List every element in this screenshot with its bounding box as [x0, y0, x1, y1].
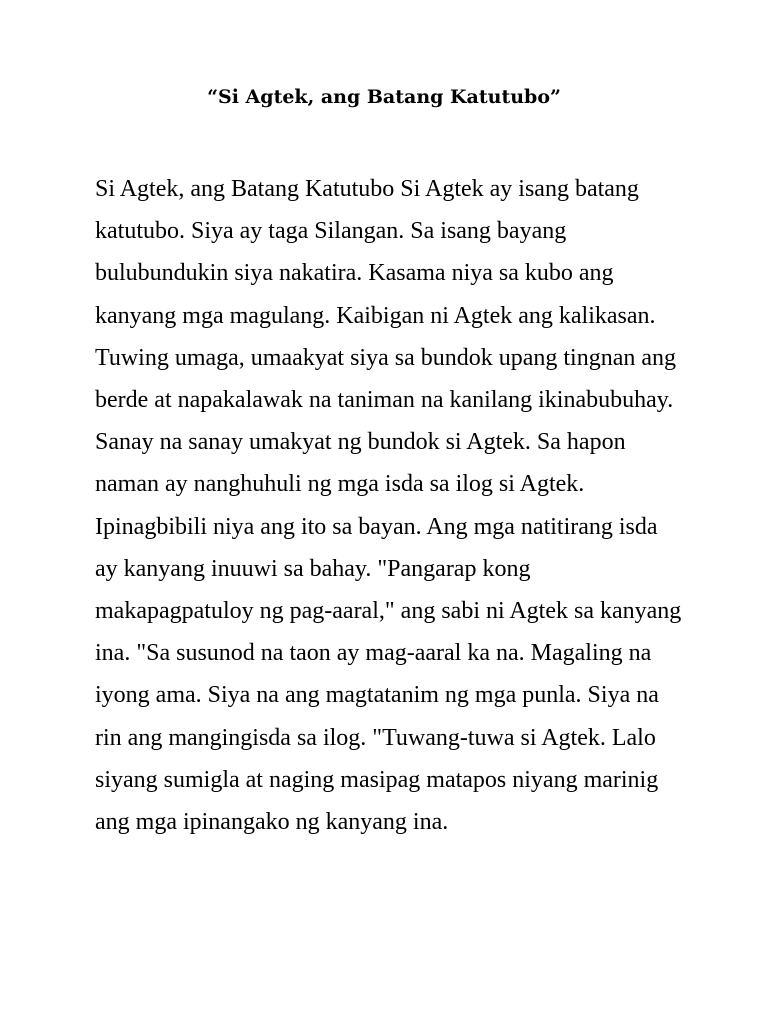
document-body-paragraph: Si Agtek, ang Batang Katutubo Si Agtek ay isang batang katutubo. Siya ay taga Silangan. Sa isang bayang bulubundukin siya nakatira. Kasama niya sa kubo ang kanyang mga magulang. Kaibigan ni Agtek ang kalikasan. Tuwing umaga, umaakyat siya sa bundok upang tingnan ang berde at napakalawak na taniman na kanilang ikinabubuhay. Sanay na sanay umakyat ng bundok si Agtek. Sa hapon naman ay nanghuhuli ng mga isda sa ilog si Agtek. Ipinagbibili niya ang ito sa bayan. Ang mga natitirang isda ay kanyang inuuwi sa bahay. "Pangarap kong makapagpatuloy ng pag-aaral," ang sabi ni Agtek sa kanyang ina. "Sa susunod na taon ay mag-aaral ka na. Magaling na iyong ama. Siya na ang magtatanim ng mga punla. Siya na rin ang mangingisda sa ilog. "Tuwang-tuwa si Agtek. Lalo siyang sumigla at naging masipag matapos niyang marinig ang mga ipinangako ng kanyang ina. — [95, 176, 682, 836]
document-title: “Si Agtek, ang Batang Katutubo” — [207, 86, 561, 108]
